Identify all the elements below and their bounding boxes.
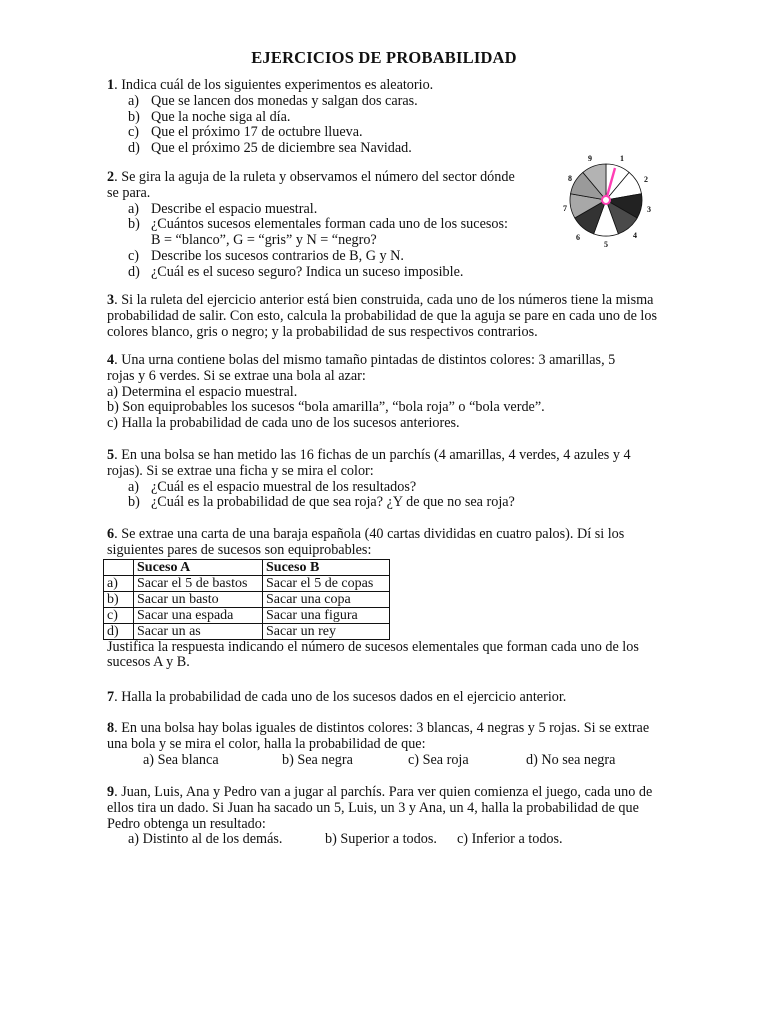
exercise-2-statement [107, 170, 557, 202]
list-item [107, 125, 667, 141]
option: c) Inferior a todos. [457, 831, 563, 848]
table-row [104, 591, 390, 607]
item-label: b) [128, 494, 140, 511]
exercise-text: . Halla la probabilidad de cada uno de los sucesos dados en el ejercicio anterior. [114, 689, 567, 705]
exercise-4-statement [107, 353, 637, 385]
exercise-text-cont: se para. [107, 184, 151, 201]
exercise-number: 5 [107, 447, 115, 463]
wheel-number-5: 5 [604, 240, 608, 249]
wheel-number-3: 3 [647, 205, 651, 214]
option: a) Distinto al de los demás. [128, 831, 283, 848]
item-label: d) [128, 140, 140, 157]
exercise-4 [107, 353, 637, 432]
exercise-text: . En una bolsa se han metido las 16 fichas de un parchís (4 amarillas, 4 verdes, 4 azules y 4 rojas). Si se extrae una ficha y se mira el color: [107, 447, 631, 479]
item-label: a) [128, 478, 140, 495]
exercise-text: . Indica cuál de los siguientes experimentos es aleatorio. [114, 77, 434, 93]
exercise-number: 2 [107, 169, 115, 185]
table-cell: c) [104, 607, 134, 623]
exercise-2-items [107, 202, 557, 281]
item-text: ¿Cuántos sucesos elementales forman cada uno de los sucesos: [151, 216, 508, 233]
exercise-text: . En una bolsa hay bolas iguales de distintos colores: 3 blancas, 4 negras y 5 rojas. Si se extrae una bola y se mira el color, halla la probabilidad de que: [107, 720, 650, 752]
item-text: Que el próximo 25 de diciembre sea Navidad. [151, 140, 412, 157]
exercise-text: . Una urna contiene bolas del mismo tamaño pintadas de distintos colores: 3 amarillas, 5 rojas y 6 verdes. Si se extrae una bola al azar: [107, 352, 616, 384]
table-header-row [104, 559, 390, 575]
exercise-9 [107, 785, 667, 848]
wheel-number-1: 1 [620, 154, 624, 163]
table-cell: Sacar el 5 de copas [263, 575, 390, 591]
table-row [104, 623, 390, 639]
wheel-number-8: 8 [568, 174, 572, 183]
exercise-4-items [107, 385, 637, 432]
exercise-1 [107, 78, 667, 157]
item-label: c) [128, 124, 140, 141]
list-item [107, 202, 557, 218]
table-row [104, 607, 390, 623]
exercise-number: 1 [107, 77, 115, 93]
option: d) No sea negra [526, 751, 616, 768]
table-cell: Sacar una figura [263, 607, 390, 623]
list-item: b) Son equiprobables los sucesos “bola amarilla”, “bola roja” o “bola verde”. [107, 399, 545, 416]
wheel-number-2: 2 [644, 175, 648, 184]
wheel-number-9: 9 [588, 154, 592, 163]
item-text: Que la noche siga al día. [151, 108, 291, 125]
exercise-number: 6 [107, 526, 115, 542]
list-item [107, 265, 557, 281]
item-text: Describe los sucesos contrarios de B, G y N. [151, 247, 404, 264]
item-label: b) [128, 216, 140, 233]
exercise-6-followup: Justifica la respuesta indicando el número de sucesos elementales que forman cada uno de los sucesos A y B. [107, 638, 639, 671]
table-cell: Sacar una copa [263, 591, 390, 607]
list-item [107, 495, 662, 511]
wheel-number-4: 4 [633, 231, 637, 240]
wheel-number-7: 7 [563, 204, 567, 213]
exercise-number: 3 [107, 292, 115, 308]
item-text-cont: B = “blanco”, G = “gris” y N = “negro? [151, 232, 377, 249]
roulette-hub [602, 196, 610, 204]
item-text: ¿Cuál es la probabilidad de que sea roja? ¿Y de que no sea roja? [151, 494, 515, 511]
page-title: EJERCICIOS DE PROBABILIDAD [251, 48, 517, 67]
list-item [107, 249, 557, 265]
table-cell: Sacar un basto [134, 591, 263, 607]
events-table [103, 559, 390, 640]
exercise-number: 7 [107, 689, 115, 705]
table-header-cell [104, 559, 134, 575]
table-header-cell: Suceso A [134, 559, 263, 575]
item-text: Que el próximo 17 de octubre llueva. [151, 124, 363, 141]
exercise-text: . Si la ruleta del ejercicio anterior está bien construida, cada uno de los números tiene la misma probabilidad de salir. Con esto, calcula la probabilidad de que la aguja se pare en cada uno de los colores blanco, gris o negro; y la probabilidad de sus respectivos contrarios. [107, 292, 657, 340]
exercise-6 [107, 527, 662, 671]
exercise-2 [107, 170, 557, 281]
option: b) Superior a todos. [325, 831, 437, 848]
list-item: a) Determina el espacio muestral. [107, 383, 298, 400]
exercise-8-options [107, 753, 662, 769]
wheel-number-6: 6 [576, 233, 580, 242]
exercise-5-statement [107, 448, 662, 480]
exercise-number: 9 [107, 784, 115, 800]
item-label: c) [128, 247, 140, 264]
item-label: b) [128, 108, 140, 125]
item-text: ¿Cuál es el suceso seguro? Indica un suceso imposible. [151, 263, 464, 280]
table-cell: Sacar un rey [263, 623, 390, 639]
option: b) Sea negra [282, 751, 353, 768]
exercise-5 [107, 448, 662, 511]
exercise-text: . Se gira la aguja de la ruleta y observamos el número del sector dónde [114, 169, 515, 185]
table-cell: d) [104, 623, 134, 639]
list-item [107, 94, 667, 110]
table-cell: a) [104, 575, 134, 591]
option: a) Sea blanca [143, 751, 219, 768]
exercise-8 [107, 721, 662, 768]
table-cell: Sacar el 5 de bastos [134, 575, 263, 591]
table-header-cell: Suceso B [263, 559, 390, 575]
item-label: d) [128, 263, 140, 280]
exercise-text: . Se extrae una carta de una baraja española (40 cartas divididas en cuatro palos). Dí si los siguientes pares de sucesos son equiprobables: [107, 526, 625, 558]
table-cell: b) [104, 591, 134, 607]
list-item [107, 217, 557, 249]
item-text: ¿Cuál es el espacio muestral de los resultados? [151, 478, 417, 495]
list-item [107, 110, 667, 126]
item-label: a) [128, 92, 140, 109]
item-text: Describe el espacio muestral. [151, 200, 318, 217]
option: c) Sea roja [408, 751, 469, 768]
exercise-number: 4 [107, 352, 115, 368]
exercise-9-statement [107, 785, 667, 832]
item-label: a) [128, 200, 140, 217]
exercise-text: . Juan, Luis, Ana y Pedro van a jugar al parchís. Para ver quien comienza el juego, cada uno de ellos tira un dado. Si Juan ha sacado un 5, Luis, un 3 y Ana, un 4, halla la probabilidad de que Pedro obtenga un resultado: [107, 784, 653, 832]
table-row [104, 575, 390, 591]
exercise-9-options [107, 832, 667, 848]
roulette-wheel-figure [560, 152, 676, 252]
exercise-8-statement [107, 721, 662, 753]
table-cell: Sacar una espada [134, 607, 263, 623]
exercise-7-statement [107, 690, 667, 706]
table-cell: Sacar un as [134, 623, 263, 639]
exercise-number: 8 [107, 720, 115, 736]
list-item [107, 480, 662, 496]
exercise-5-items [107, 480, 662, 512]
roulette-wheel [570, 164, 642, 236]
exercise-1-statement [107, 78, 667, 94]
item-text: Que se lancen dos monedas y salgan dos caras. [151, 92, 418, 109]
exercise-1-items [107, 94, 667, 157]
exercise-7 [107, 690, 667, 706]
list-item: c) Halla la probabilidad de cada uno de los sucesos anteriores. [107, 415, 460, 432]
exercise-6-statement [107, 527, 662, 559]
exercise-3 [107, 293, 662, 340]
exercise-3-statement [107, 293, 662, 340]
